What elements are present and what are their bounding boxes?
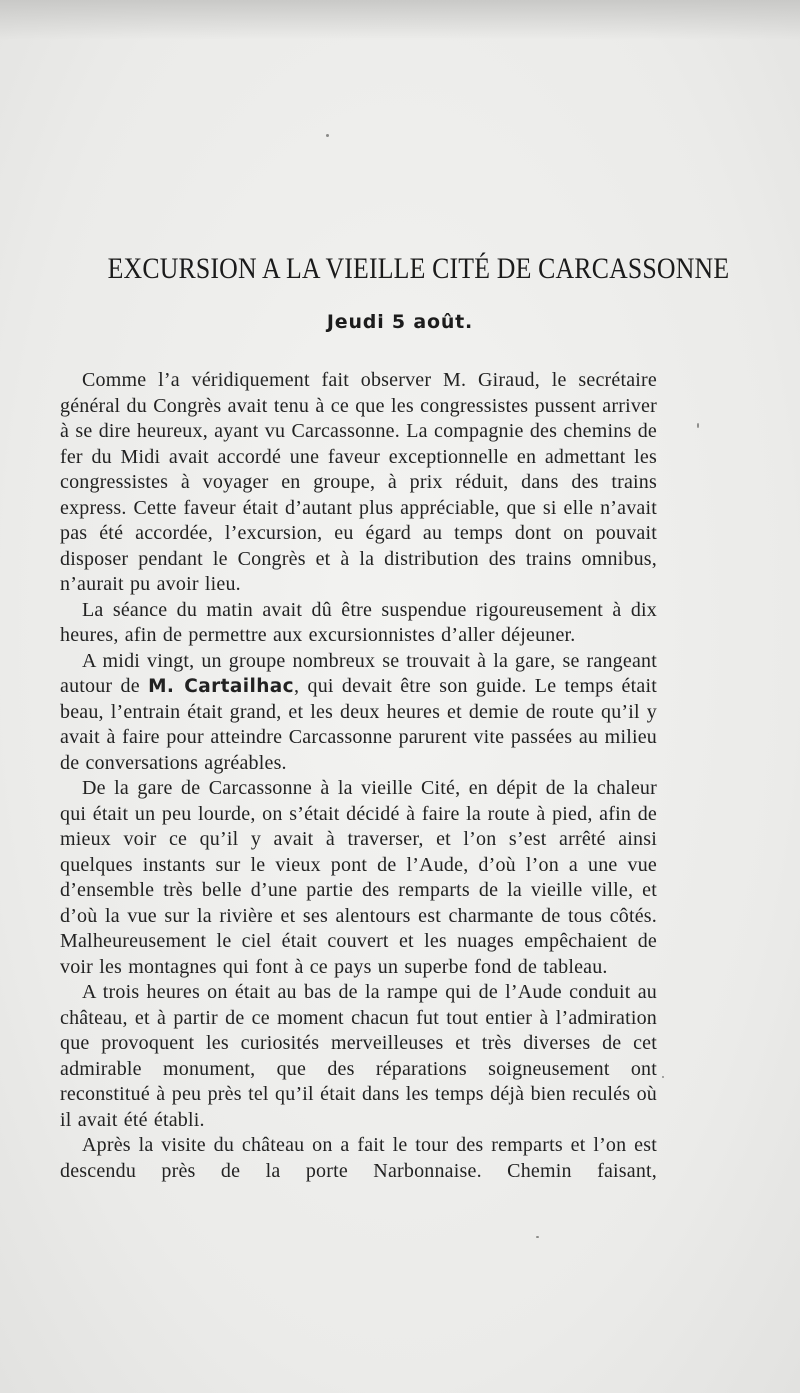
paper-speck xyxy=(697,423,699,428)
paper-speck xyxy=(536,1236,539,1238)
scan-edge-shadow xyxy=(0,0,800,40)
paper-speck xyxy=(662,1076,664,1078)
paragraph-3-end: , qui devait être son guide. Le temps était beau, l’entrain était grand, et les deux heures et demie de route qu’il y avait à faire pour atteindre Carcassonne parurent vite passées au milieu de conversations agréables. xyxy=(60,675,657,774)
paragraph-3 xyxy=(60,649,657,777)
paragraph-3-start: A midi vingt, un groupe nombreux se trouvait à la gare, se rangeant autour de xyxy=(60,649,657,697)
person-name-cartailhac: M. Cartailhac xyxy=(148,676,295,697)
paragraph-4: De la gare de Carcassonne à la vieille Cité, en dépit de la chaleur qui était un peu lourde, on s’était décidé à faire la route à pied, afin de mieux voir ce qu’il y avait à traverser, et l’on s’est arrêté ainsi quelques instants sur le vieux pont de l’Aude, d’où l’on a une vue d’ensemble très belle d’une partie des remparts de la vieille ville, et d’où la vue sur la rivière et ses alentours est charmante de tous côtés. Malheureusement le ciel était couvert et les nuages empêchaient de voir les montagnes qui font à ce pays un superbe fond de tableau. xyxy=(60,777,657,978)
paper-speck xyxy=(326,134,329,137)
chapter-title: EXCURSION A LA VIEILLE CITÉ DE CARCASSONNE xyxy=(107,252,730,285)
paragraph-1: Comme l’a véridiquement fait observer M. Giraud, le secrétaire général du Congrès avait tenu à ce que les congressistes pussent arriver à se dire heureux, ayant vu Carcassonne. La compagnie des chemins de fer du Midi avait accordé une faveur exceptionnelle en admettant les congressistes à voyager en groupe, à prix réduit, dans des trains express. Cette faveur était d’autant plus appréciable, que si elle n’avait pas été accordée, l’excursion, eu égard au temps dont on pouvait disposer pendant le Congrès et à la distribution des trains omnibus, n’aurait pu avoir lieu. xyxy=(60,369,657,595)
body-text xyxy=(60,368,657,1184)
paragraph-6: Après la visite du château on a fait le tour des remparts et l’on est descendu près de la porte Narbonnaise. Chemin faisant, xyxy=(60,1134,657,1182)
paragraph-2: La séance du matin avait dû être suspendue rigoureusement à dix heures, afin de permettre aux excursionnistes d’aller déjeuner. xyxy=(60,598,657,646)
paragraph-5: A trois heures on était au bas de la rampe qui de l’Aude conduit au château, et à partir de ce moment chacun fut tout entier à l’admiration que provoquent les curiosités merveilleuses et très diverses de cet admirable monument, que des réparations soigneusement ont reconstitué à peu près tel qu’il était dans les temps déjà bien reculés où il avait été établi. xyxy=(60,981,657,1131)
date-heading: Jeudi 5 août. xyxy=(326,311,474,333)
